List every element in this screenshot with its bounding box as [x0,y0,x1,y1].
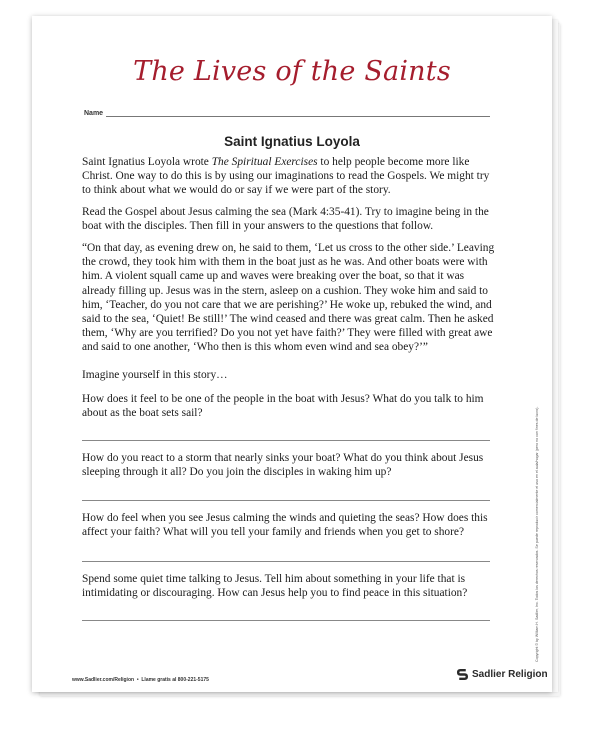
answer-line-3[interactable] [82,561,490,562]
footer-contact: www.Sadlier.com/Religion • Llame gratis al 800-221-5175 [72,677,209,683]
name-label: Name [84,110,104,117]
intro-text-end: to help people become more like Christ. One way to do this is by using our imaginations to read the Gospels. We might try to think about what we would do or say if we were part of the story. [82,156,490,197]
footer-phone: Llame gratis al 800-221-5175 [141,677,209,683]
book-title: The Spiritual Exercises [211,156,318,168]
intro-paragraph [82,155,500,198]
instruction-paragraph: Read the Gospel about Jesus calming the sea (Mark 4:35-41). Try to imagine being in the boat with the disciples. Then fill in your answers to the questions that follow. [82,206,489,233]
question-3: How do feel when you see Jesus calming the winds and quieting the seas? How does this affect your faith? What will you tell your family and friends when you get to shore? [82,511,488,538]
imagine-prompt: Imagine yourself in this story… [82,368,228,381]
intro-text-start: Saint Ignatius Loyola wrote [82,156,212,168]
name-row [84,109,490,117]
answer-line-1[interactable] [82,440,490,441]
sadlier-s-icon [456,668,469,681]
sadlier-logo [456,668,548,681]
worksheet-title: The Lives of the Saints [133,56,451,87]
question-1: How does it feel to be one of the people in the boat with Jesus? What do you talk to him about as the boat sets sail? [82,392,484,420]
worksheet-body [82,155,500,621]
footer-website: www.Sadlier.com/Religion [72,677,135,683]
worksheet-page [32,16,552,692]
answer-line-2[interactable] [82,500,490,501]
name-write-line[interactable] [106,109,490,117]
question-2: How do you react to a storm that nearly sinks your boat? What do you think about Jesus sleeping through it all? Do you join the disciples in waking him up? [82,452,484,479]
copyright-notice: Copyright © by William H. Sadlier, Inc. Todos los derechos reservados. Se puede reproducir comercialmente el uso en el aula/hogar (pero no con fines de lucro). [535,406,539,662]
gospel-passage: “On that day, as evening drew on, he said to them, ‘Let us cross to the other side.’ Leaving the crowd, they took him with them in the boat just as he was. And other boats were with him. A violent squall came up and waves were breaking over the boat, so that it was already filling up. Jesus was in the stern, asleep on a cushion. They woke him and said to him, ‘Teacher, do you not care that we are perishing?’ He woke up, rebuked the wind, and said to the sea, ‘Quiet! Be still!’ The wind ceased and there was great calm. Then he asked them, ‘Why are you terrified? Do you not yet have faith?’ They were filled with great awe and said to one another, ‘Who then is this whom even wind and sea obey?’” [82,242,495,354]
brand-name: Sadlier Religion [472,669,548,680]
saint-heading: Saint Ignatius Loyola [224,134,360,149]
question-4: Spend some quiet time talking to Jesus. Tell him about something in your life that is intimidating or discouraging. How can Jesus help you to find peace in this situation? [82,573,468,600]
answer-line-4[interactable] [82,620,490,621]
